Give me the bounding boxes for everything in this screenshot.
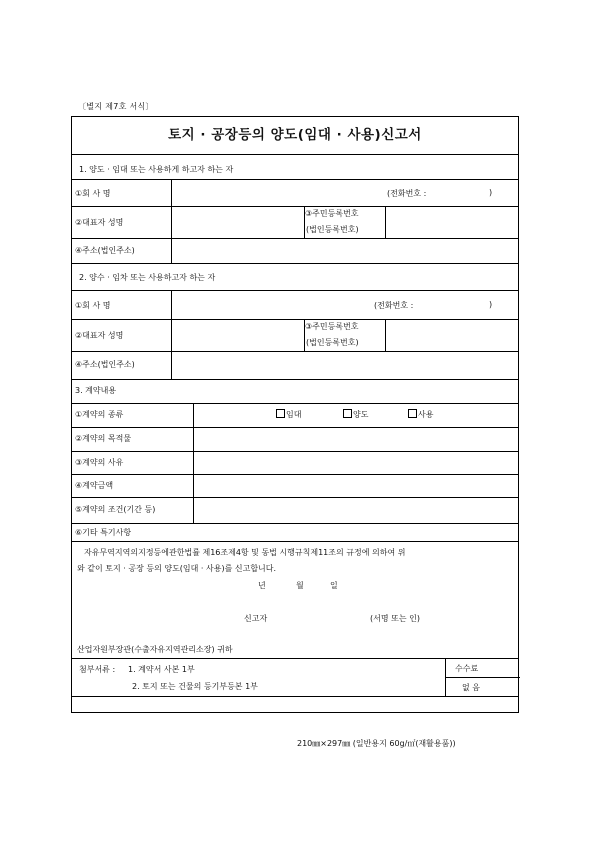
- date-day-label: 일: [330, 581, 338, 590]
- paper-spec-footer: 210㎜×297㎜ (일반용지 60g/㎡(재활용품)): [297, 739, 456, 748]
- attachment-item-2: 2. 토지 또는 건물의 등기부등본 1부: [132, 682, 258, 691]
- signature-label: (서명 또는 인): [370, 614, 420, 623]
- section2-company-label: ①회 사 명: [75, 301, 111, 310]
- addressee: 산업자원부장관(수출자유지역관리소장) 귀하: [77, 645, 233, 654]
- declaration-line-2: 와 같이 토지 · 공장 등의 양도(임대 · 사용)를 신고합니다.: [77, 564, 277, 573]
- option-transfer[interactable]: 양도: [343, 409, 368, 420]
- contract-type-label: ①계약의 종류: [75, 410, 124, 419]
- option-use[interactable]: 사용: [408, 409, 433, 420]
- section2-rep-label: ②대표자 성명: [75, 331, 124, 340]
- section1-company-label: ①회 사 명: [75, 189, 111, 198]
- form-title: 토지 · 공장등의 양도(임대 · 사용)신고서: [72, 117, 518, 155]
- section2-heading: 2. 양수 · 임차 또는 사용하고자 하는 자: [79, 273, 216, 282]
- date-month-label: 월: [296, 581, 304, 590]
- declaration-line-1: 자유무역지역의지정등에관한법률 제16조제4항 및 동법 시행규칙제11조의 규정에 의하여 위: [84, 548, 406, 557]
- section3-heading: 3. 계약내용: [75, 386, 117, 395]
- checkbox-transfer[interactable]: [343, 409, 352, 418]
- section1-phone-close: ): [489, 188, 493, 197]
- date-year-label: 년: [258, 581, 266, 590]
- section1-heading: 1. 양도 · 임대 또는 사용하게 하고자 하는 자: [79, 165, 234, 174]
- fee-value: 없 음: [462, 683, 480, 692]
- section1-address-label: ④주소(법인주소): [75, 246, 135, 255]
- contract-conditions-label: ⑤계약의 조건(기간 등): [75, 505, 156, 514]
- checkbox-lease[interactable]: [276, 409, 285, 418]
- contract-reason-label: ③계약의 사유: [75, 458, 124, 467]
- section1-id-label-1: ③주민등록번호: [305, 209, 359, 218]
- section2-phone-close: ): [489, 300, 493, 309]
- fee-label: 수수료: [455, 664, 479, 673]
- contract-purpose-label: ②계약의 목적물: [75, 434, 132, 443]
- section2-id-label-1: ③주민등록번호: [305, 322, 359, 331]
- section2-id-label-2: (법인등록번호): [306, 338, 359, 347]
- report-form: [71, 116, 519, 713]
- reporter-label: 신고자: [244, 614, 268, 623]
- option-lease[interactable]: 임대: [276, 409, 301, 420]
- section2-phone-label: (전화번호 :: [374, 301, 414, 310]
- attachment-item-1: 1. 계약서 사본 1부: [128, 665, 195, 674]
- section1-phone-label: (전화번호 :: [387, 189, 427, 198]
- attachments-label: 첨부서류 :: [79, 665, 116, 674]
- other-notes-label: ⑥기타 특기사항: [75, 528, 132, 537]
- section1-rep-label: ②대표자 성명: [75, 218, 124, 227]
- form-caption: 〔별지 제7호 서식〕: [78, 102, 154, 111]
- section2-address-label: ④주소(법인주소): [75, 360, 135, 369]
- section1-id-label-2: (법인등록번호): [306, 225, 359, 234]
- checkbox-use[interactable]: [408, 409, 417, 418]
- contract-amount-label: ④계약금액: [75, 481, 114, 490]
